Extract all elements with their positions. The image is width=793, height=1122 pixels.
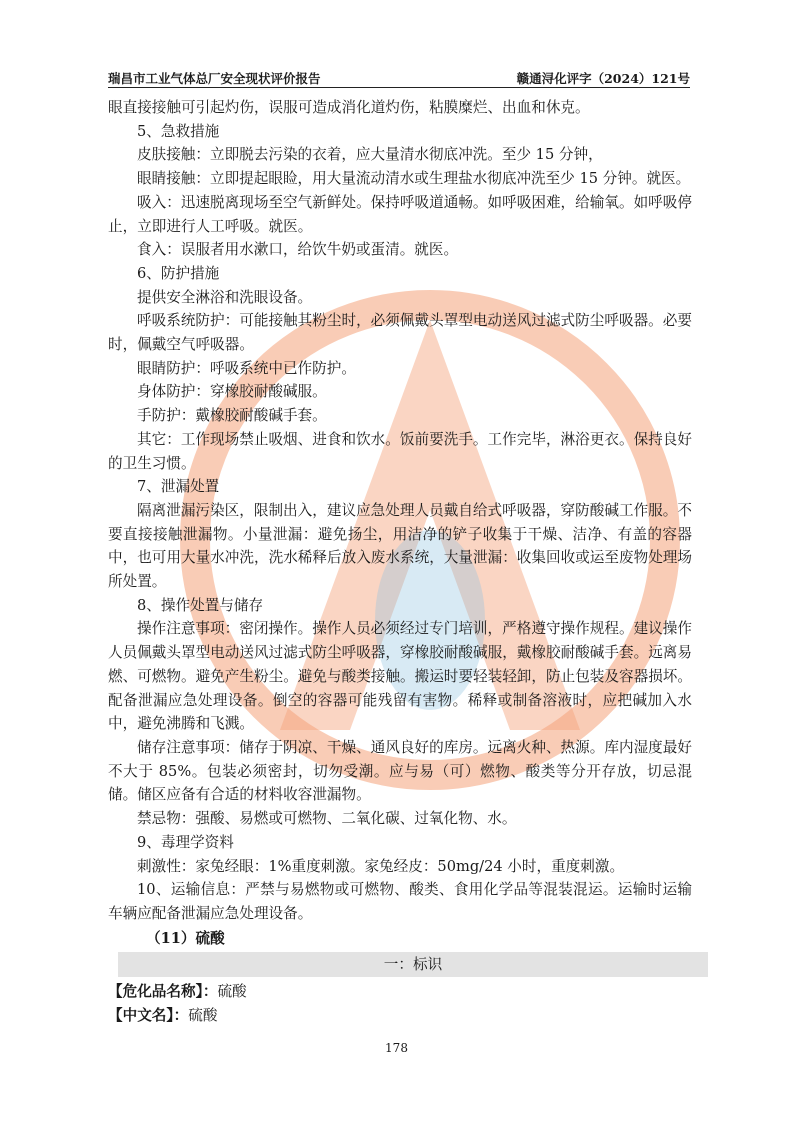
field-value: 硫酸 (188, 1007, 218, 1025)
field-label: 【危化品名称】： (108, 983, 218, 1001)
heading-toxicology: 9、毒理学资料 (137, 833, 234, 851)
paragraph-leak-disposal: 隔离泄漏污染区，限制出入，建议应急处理人员戴自给式呼吸器，穿防酸碱工作服。不要直接接触泄漏物。小量泄漏：避免扬尘，用洁净的铲子收集于干燥、洁净、有盖的容器中，也可用大量水冲洗，洗水稀释后放入废水系统，大量泄漏：收集回收或运至废物处理场所处置。 (108, 501, 692, 591)
paragraph-ingestion: 食入：误服者用水漱口，给饮牛奶或蛋清。就医。 (137, 241, 459, 259)
identification-band: 一：标识 (118, 952, 708, 977)
field-value: 硫酸 (217, 983, 247, 1001)
header-document-number: 赣通浔化评字（2024）121号 (516, 71, 690, 86)
heading-handling-storage: 8、操作处置与储存 (137, 596, 264, 614)
header-report-title: 瑞昌市工业气体总厂安全现状评价报告 (108, 71, 321, 86)
heading-leak-disposal: 7、泄漏处置 (137, 478, 220, 496)
field-hazardous-chemical-name (108, 980, 692, 1004)
paragraph-handling-precautions: 操作注意事项：密闭操作。操作人员必须经过专门培训，严格遵守操作规程。建议操作人员佩戴头罩型电动送风过滤式防尘呼吸器，穿橡胶耐酸碱服，戴橡胶耐酸碱手套。远离易燃、可燃物。避免产生粉尘。避免与酸类接触。搬运时要轻装轻卸，防止包装及容器损坏。配备泄漏应急处理设备。倒空的容器可能残留有害物。稀释或制备溶液时，应把碱加入水中，避免沸腾和飞溅。 (108, 620, 692, 733)
document-body (108, 96, 692, 1028)
paragraph-eye-contact-continued: 眼直接接触可引起灼伤，误服可造成消化道灼伤，粘膜糜烂、出血和休克。 (108, 99, 590, 116)
paragraph-safety-shower: 提供安全淋浴和洗眼设备。 (137, 288, 313, 306)
heading-protection: 6、防护措施 (137, 264, 220, 282)
page-header (108, 67, 690, 88)
paragraph-other-protection: 其它：工作现场禁止吸烟、进食和饮水。饭前要洗手。工作完毕，淋浴更衣。保持良好的卫生习惯。 (108, 430, 692, 472)
page-number: 178 (385, 1041, 408, 1055)
paragraph-eye-protection: 眼睛防护：呼吸系统中已作防护。 (137, 359, 356, 377)
paragraph-hand-protection: 手防护：戴橡胶耐酸碱手套。 (137, 407, 327, 425)
section-title-sulfuric-acid: （11）硫酸 (146, 929, 225, 947)
paragraph-body-protection: 身体防护：穿橡胶耐酸碱服。 (137, 383, 327, 401)
paragraph-incompatibles: 禁忌物：强酸、易燃或可燃物、二氧化碳、过氧化物、水。 (137, 810, 517, 828)
field-chinese-name (108, 1004, 692, 1028)
paragraph-eye-contact: 眼睛接触：立即提起眼睑，用大量流动清水或生理盐水彻底冲洗至少 15 分钟。就医。 (137, 170, 691, 188)
paragraph-storage-precautions: 储存注意事项：储存于阴凉、干燥、通风良好的库房。远离火种、热源。库内湿度最好不大于 85%。包装必须密封，切勿受潮。应与易（可）燃物、酸类等分开存放，切忌混储。储区应备有合适的材料收容泄漏物。 (108, 738, 692, 804)
paragraph-transport: 10、运输信息：严禁与易燃物或可燃物、酸类、食用化学品等混装混运。运输时运输车辆应配备泄漏应急处理设备。 (108, 881, 692, 922)
paragraph-skin-contact: 皮肤接触：立即脱去污染的衣着，应大量清水彻底冲洗。至少 15 分钟， (137, 146, 603, 164)
paragraph-inhalation: 吸入：迅速脱离现场至空气新鲜处。保持呼吸道通畅。如呼吸困难，给输氧。如呼吸停止，立即进行人工呼吸。就医。 (108, 193, 692, 235)
paragraph-respiratory-protection: 呼吸系统防护：可能接触其粉尘时，必须佩戴头罩型电动送风过滤式防尘呼吸器。必要时，佩戴空气呼吸器。 (108, 312, 692, 354)
paragraph-irritation: 刺激性：家兔经眼：1%重度刺激。家兔经皮：50mg/24 小时，重度刺激。 (137, 857, 625, 875)
heading-first-aid: 5、急救措施 (137, 122, 220, 140)
field-label: 【中文名】： (108, 1007, 189, 1025)
